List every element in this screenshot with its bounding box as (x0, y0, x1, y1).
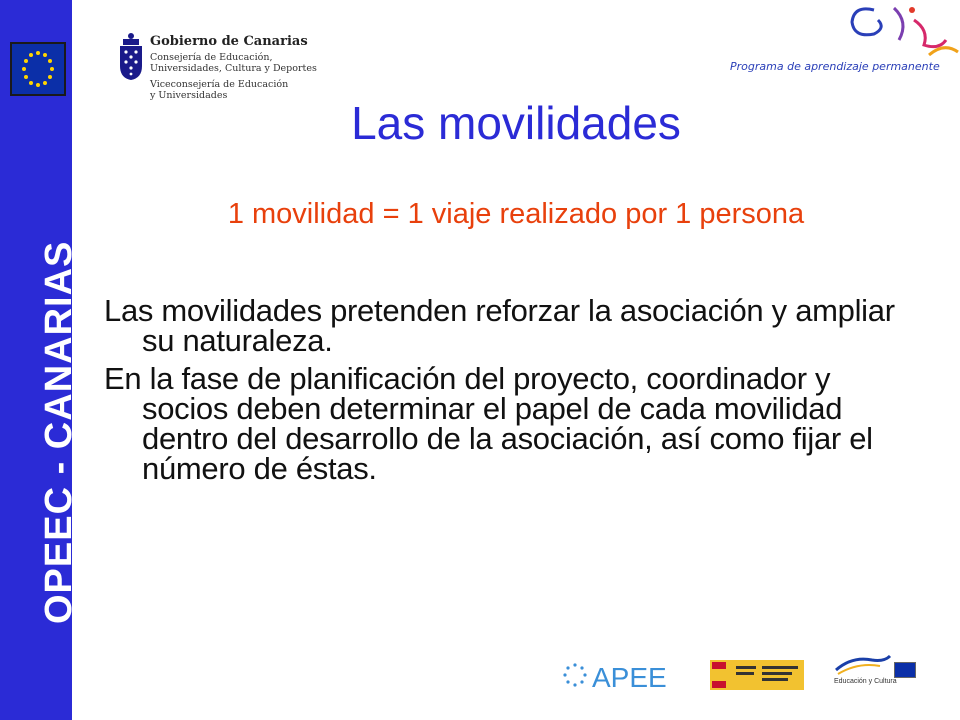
gov-line-3: Viceconsejería de Educación (150, 79, 289, 90)
eu-education-logo (832, 652, 922, 692)
slide-title: Las movilidades (351, 97, 681, 149)
coat-of-arms-icon (116, 32, 146, 82)
program-swirl-icon (724, 0, 960, 60)
apee-dots-icon (562, 662, 588, 688)
paragraph: Las movilidades pretenden reforzar la asociación y ampliar su naturaleza. (104, 293, 895, 358)
slide-body (104, 293, 904, 492)
apee-logo (562, 660, 682, 694)
program-text: Programa de aprendizaje permanente (730, 60, 940, 73)
sidebar-label: OPEEC - CANARIAS (38, 240, 80, 624)
paragraph: En la fase de planificación del proyecto, coordinador y socios deben determinar el papel de cada movilidad dentro del desarrollo de la asociación, así como fijar el número de éstas. (104, 361, 873, 486)
gov-line-4: y Universidades (150, 90, 228, 101)
swoosh-icon (832, 652, 892, 678)
apee-label: APEE (592, 662, 667, 693)
program-logo (724, 0, 960, 90)
eu-flag-small-icon (894, 662, 916, 678)
eu-flag-icon (10, 42, 66, 96)
spain-ministry-logo (710, 660, 804, 690)
gov-title: Gobierno de Canarias (150, 34, 308, 49)
eu-education-label: Educación y Cultura (834, 678, 897, 685)
gov-line-2: Universidades, Cultura y Deportes (150, 63, 317, 74)
gov-line-1: Consejería de Educación, (150, 52, 273, 63)
slide-subtitle: 1 movilidad = 1 viaje realizado por 1 persona (227, 198, 805, 230)
